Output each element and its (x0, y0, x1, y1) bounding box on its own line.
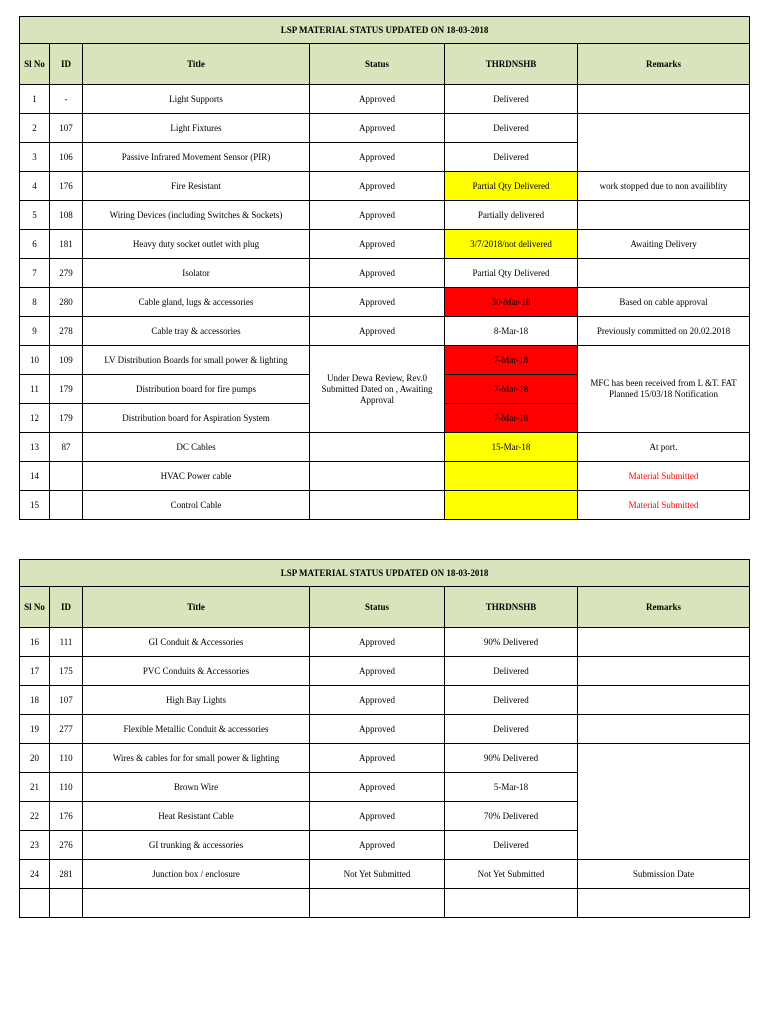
cell-thrdnshb: Delivered (445, 114, 578, 143)
cell-thrdnshb (445, 462, 578, 491)
cell-remarks (578, 259, 750, 288)
table-row (20, 686, 750, 715)
cell-id: 175 (50, 657, 83, 686)
cell-title: Light Supports (83, 85, 310, 114)
cell-thrdnshb: Delivered (445, 686, 578, 715)
col-header-id: ID (50, 44, 83, 85)
cell-id: 181 (50, 230, 83, 259)
cell-thrdnshb (445, 491, 578, 520)
col-header-status: Status (310, 44, 445, 85)
cell-remarks (578, 114, 750, 172)
cell-thrdnshb: 5-Mar-18 (445, 773, 578, 802)
cell-sl (20, 889, 50, 918)
table-title-row (20, 17, 750, 44)
col-header-remarks: Remarks (578, 44, 750, 85)
col-header-sl: Sl No (20, 587, 50, 628)
cell-sl: 1 (20, 85, 50, 114)
cell-id (50, 462, 83, 491)
cell-sl: 10 (20, 346, 50, 375)
cell-thrdnshb: 30-Mar-18 (445, 288, 578, 317)
cell-id (50, 491, 83, 520)
cell-title: HVAC Power cable (83, 462, 310, 491)
table-row (20, 657, 750, 686)
cell-status-merged: Under Dewa Review, Rev.0 Submitted Dated on , Awaiting Approval (310, 346, 445, 433)
cell-id: 279 (50, 259, 83, 288)
table-row (20, 85, 750, 114)
cell-thrdnshb: 3/7/2018/not delivered (445, 230, 578, 259)
cell-thrdnshb: 90% Delivered (445, 744, 578, 773)
cell-sl: 13 (20, 433, 50, 462)
cell-thrdnshb: Not Yet Submitted (445, 860, 578, 889)
cell-thrdnshb: Delivered (445, 831, 578, 860)
cell-remarks: Previously committed on 20.02.2018 (578, 317, 750, 346)
cell-remarks: At port. (578, 433, 750, 462)
cell-title: LV Distribution Boards for small power & lighting (83, 346, 310, 375)
cell-title: Cable gland, lugs & accessories (83, 288, 310, 317)
cell-sl: 15 (20, 491, 50, 520)
material-status-table-2 (19, 559, 750, 918)
cell-sl: 18 (20, 686, 50, 715)
cell-title: Brown Wire (83, 773, 310, 802)
cell-title: Distribution board for fire pumps (83, 375, 310, 404)
cell-remarks (578, 744, 750, 860)
cell-title: Wiring Devices (including Switches & Sockets) (83, 201, 310, 230)
table-row (20, 317, 750, 346)
col-header-id: ID (50, 587, 83, 628)
col-header-remarks: Remarks (578, 587, 750, 628)
cell-id: 179 (50, 404, 83, 433)
cell-status: Approved (310, 201, 445, 230)
cell-status: Approved (310, 715, 445, 744)
cell-status (310, 491, 445, 520)
col-header-thrdnshb: THRDNSHB (445, 587, 578, 628)
cell-remarks (578, 657, 750, 686)
cell-sl: 12 (20, 404, 50, 433)
table-row (20, 744, 750, 773)
col-header-title: Title (83, 587, 310, 628)
cell-sl: 24 (20, 860, 50, 889)
cell-sl: 5 (20, 201, 50, 230)
cell-title: Cable tray & accessories (83, 317, 310, 346)
cell-id: 87 (50, 433, 83, 462)
cell-title: Passive Infrared Movement Sensor (PIR) (83, 143, 310, 172)
cell-remarks: Material Submitted (578, 491, 750, 520)
col-header-status: Status (310, 587, 445, 628)
table-row-empty (20, 889, 750, 918)
cell-sl: 21 (20, 773, 50, 802)
cell-id: 176 (50, 802, 83, 831)
cell-remarks (578, 889, 750, 918)
cell-title: High Bay Lights (83, 686, 310, 715)
table-row (20, 259, 750, 288)
cell-remarks-merged: MFC has been received from L &T. FAT Planned 15/03/18 Notification (578, 346, 750, 433)
cell-id: 110 (50, 773, 83, 802)
cell-id: - (50, 85, 83, 114)
cell-sl: 14 (20, 462, 50, 491)
cell-title: Heat Resistant Cable (83, 802, 310, 831)
cell-thrdnshb: Delivered (445, 85, 578, 114)
cell-status: Approved (310, 143, 445, 172)
col-header-title: Title (83, 44, 310, 85)
cell-thrdnshb: Partially delivered (445, 201, 578, 230)
cell-status: Approved (310, 628, 445, 657)
cell-sl: 17 (20, 657, 50, 686)
cell-sl: 23 (20, 831, 50, 860)
table-row (20, 288, 750, 317)
cell-id: 278 (50, 317, 83, 346)
cell-status: Approved (310, 172, 445, 201)
cell-remarks: Based on cable approval (578, 288, 750, 317)
table-title: LSP MATERIAL STATUS UPDATED ON 18-03-2018 (20, 17, 750, 44)
cell-id: 109 (50, 346, 83, 375)
table-row (20, 462, 750, 491)
cell-sl: 7 (20, 259, 50, 288)
cell-id: 111 (50, 628, 83, 657)
table-title: LSP MATERIAL STATUS UPDATED ON 18-03-2018 (20, 560, 750, 587)
material-status-table-1 (19, 16, 750, 520)
cell-sl: 16 (20, 628, 50, 657)
cell-title (83, 889, 310, 918)
cell-status (310, 462, 445, 491)
cell-thrdnshb: Delivered (445, 143, 578, 172)
cell-remarks: work stopped due to non availiblity (578, 172, 750, 201)
cell-remarks (578, 85, 750, 114)
cell-thrdnshb: 15-Mar-18 (445, 433, 578, 462)
cell-status: Approved (310, 230, 445, 259)
cell-title: Junction box / enclosure (83, 860, 310, 889)
cell-thrdnshb: 70% Delivered (445, 802, 578, 831)
cell-status: Approved (310, 802, 445, 831)
cell-remarks: Submission Date (578, 860, 750, 889)
table-row (20, 491, 750, 520)
cell-id: 176 (50, 172, 83, 201)
cell-remarks (578, 201, 750, 230)
table-header-row (20, 587, 750, 628)
cell-sl: 3 (20, 143, 50, 172)
cell-thrdnshb: 7-Mar-18 (445, 404, 578, 433)
cell-thrdnshb: 8-Mar-18 (445, 317, 578, 346)
cell-sl: 2 (20, 114, 50, 143)
cell-sl: 9 (20, 317, 50, 346)
cell-sl: 19 (20, 715, 50, 744)
cell-id (50, 889, 83, 918)
cell-sl: 22 (20, 802, 50, 831)
cell-remarks (578, 628, 750, 657)
cell-thrdnshb (445, 889, 578, 918)
cell-id: 107 (50, 686, 83, 715)
cell-id: 106 (50, 143, 83, 172)
cell-status: Approved (310, 114, 445, 143)
cell-title: Light Fixtures (83, 114, 310, 143)
table-row (20, 715, 750, 744)
cell-thrdnshb: Partial Qty Delivered (445, 259, 578, 288)
cell-title: Wires & cables for for small power & lighting (83, 744, 310, 773)
cell-title: GI trunking & accessories (83, 831, 310, 860)
cell-title: Control Cable (83, 491, 310, 520)
cell-id: 280 (50, 288, 83, 317)
table-row (20, 628, 750, 657)
cell-status: Approved (310, 85, 445, 114)
table-row (20, 860, 750, 889)
cell-sl: 4 (20, 172, 50, 201)
cell-sl: 6 (20, 230, 50, 259)
cell-title: GI Conduit & Accessories (83, 628, 310, 657)
cell-id: 108 (50, 201, 83, 230)
cell-title: Isolator (83, 259, 310, 288)
cell-id: 276 (50, 831, 83, 860)
cell-id: 107 (50, 114, 83, 143)
cell-sl: 11 (20, 375, 50, 404)
cell-remarks: Material Submitted (578, 462, 750, 491)
cell-id: 277 (50, 715, 83, 744)
cell-sl: 8 (20, 288, 50, 317)
cell-id: 179 (50, 375, 83, 404)
table-row (20, 346, 750, 375)
table-row (20, 172, 750, 201)
cell-status: Not Yet Submitted (310, 860, 445, 889)
cell-thrdnshb: Delivered (445, 657, 578, 686)
table-title-row (20, 560, 750, 587)
cell-remarks: Awaiting Delivery (578, 230, 750, 259)
table-row (20, 114, 750, 143)
table-row (20, 230, 750, 259)
cell-id: 281 (50, 860, 83, 889)
table-header-row (20, 44, 750, 85)
table-row (20, 201, 750, 230)
cell-title: Distribution board for Aspiration System (83, 404, 310, 433)
cell-status: Approved (310, 686, 445, 715)
cell-status: Approved (310, 259, 445, 288)
cell-id: 110 (50, 744, 83, 773)
cell-remarks (578, 715, 750, 744)
cell-thrdnshb: 7-Mar-18 (445, 346, 578, 375)
cell-remarks (578, 686, 750, 715)
cell-title: PVC Conduits & Accessories (83, 657, 310, 686)
cell-thrdnshb: 90% Delivered (445, 628, 578, 657)
cell-thrdnshb: Delivered (445, 715, 578, 744)
cell-title: DC Cables (83, 433, 310, 462)
cell-status: Approved (310, 831, 445, 860)
cell-title: Fire Resistant (83, 172, 310, 201)
cell-status (310, 433, 445, 462)
cell-title: Flexible Metallic Conduit & accessories (83, 715, 310, 744)
cell-status: Approved (310, 317, 445, 346)
cell-thrdnshb: Partial Qty Delivered (445, 172, 578, 201)
cell-status: Approved (310, 773, 445, 802)
cell-sl: 20 (20, 744, 50, 773)
cell-status: Approved (310, 657, 445, 686)
cell-status (310, 889, 445, 918)
col-header-thrdnshb: THRDNSHB (445, 44, 578, 85)
cell-title: Heavy duty socket outlet with plug (83, 230, 310, 259)
cell-status: Approved (310, 744, 445, 773)
col-header-sl: Sl No (20, 44, 50, 85)
cell-thrdnshb: 7-Mar-18 (445, 375, 578, 404)
cell-status: Approved (310, 288, 445, 317)
table-row (20, 433, 750, 462)
